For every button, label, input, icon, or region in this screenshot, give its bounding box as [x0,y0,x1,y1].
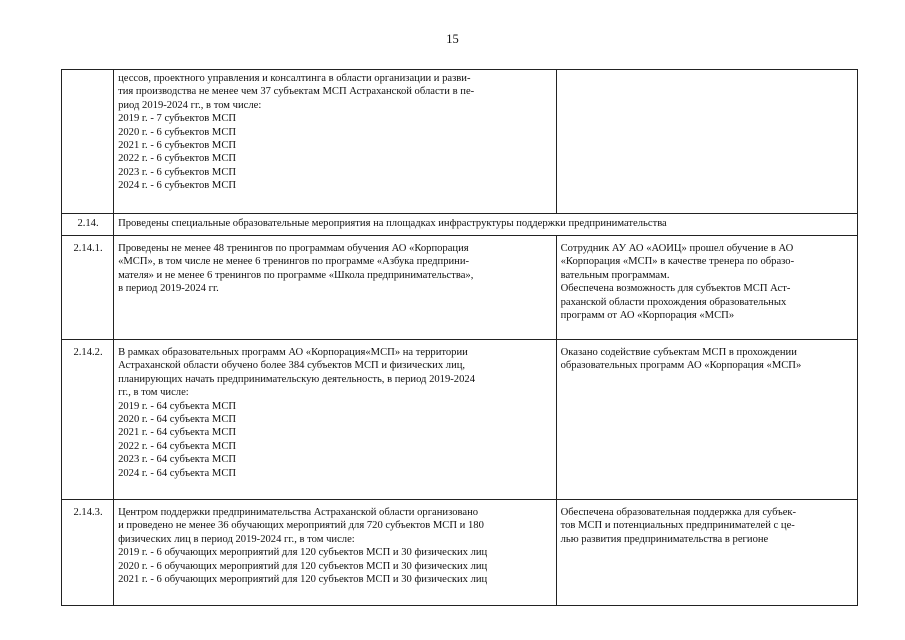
activity-line: В рамках образовательных программ АО «Корпорация«МСП» на территории [118,347,468,358]
page-number: 15 [446,32,459,46]
activity-cell [114,236,557,340]
row-number-cell: 2.14.2. [62,340,114,500]
table-row [62,70,858,214]
activity-cell [114,500,557,606]
activity-line: Астраханской области обучено более 384 субъектов МСП и физических лиц, [118,360,466,372]
result-cell [556,70,857,214]
measures-table [61,69,858,606]
activity-line: Проведены не менее 48 тренингов по программам обучения АО «Корпорация [118,243,469,254]
result-line: лью развития предпринимательства в регионе [560,533,769,545]
result-cell [556,236,857,340]
section-heading-text: Проведены специальные образовательные мероприятия на площадках инфраструктуры поддержки предпринимательства [118,218,667,229]
result-line: «Корпорация «МСП» в качестве тренера по образо- [560,256,795,268]
activity-line: физических лиц в период 2019-2024 гг., в том числе: [118,533,355,545]
result-line: вательным программам. [560,269,670,281]
table-row [62,500,858,606]
activity-line: 2020 г. - 6 обучающих мероприятий для 120 субъектов МСП и 30 физических лиц [118,560,488,572]
table-row [62,340,858,500]
activity-line: «МСП», в том числе не менее 6 тренингов по программе «Азбука предприни- [118,256,470,268]
activity-cell [114,70,557,214]
activity-line: 2019 г. - 6 обучающих мероприятий для 120 субъектов МСП и 30 физических лиц [118,547,488,559]
activity-cell [114,340,557,500]
row-number-cell: 2.14. [62,214,114,236]
activity-line: 2022 г. - 6 субъектов МСП [118,153,237,165]
result-line: образовательных программ АО «Корпорация «МСП» [560,360,802,372]
activity-line: 2023 г. - 64 субъекта МСП [118,454,237,466]
result-line: Обеспечена возможность для субъектов МСП Аст- [560,283,791,295]
table-row [62,214,858,236]
activity-line: 2024 г. - 64 субъекта МСП [118,467,237,479]
activity-line: в период 2019-2024 гг. [118,283,219,295]
row-number-cell: 2.14.3. [62,500,114,606]
result-line: Сотрудник АУ АО «АОИЦ» прошел обучение в АО [560,243,794,254]
result-line: Обеспечена образовательная поддержка для субъек- [560,507,797,518]
result-line: раханской области прохождения образовательных [560,296,787,308]
activity-line: 2022 г. - 64 субъекта МСП [118,440,237,452]
result-line: программ от АО «Корпорация «МСП» [560,310,735,322]
activity-line: планирующих начать предпринимательскую деятельность, в период 2019-2024 [118,373,475,385]
activity-line: 2020 г. - 64 субъекта МСП [118,414,237,426]
activity-line: 2023 г. - 6 субъектов МСП [118,166,237,178]
activity-line: 2020 г. - 6 субъектов МСП [118,126,237,138]
result-cell [556,500,857,606]
activity-line: цессов, проектного управления и консалтинга в области организации и разви- [118,73,471,84]
row-number-cell [62,70,114,214]
activity-line: тия производства не менее чем 37 субъектам МСП Астраханской области в пе- [118,86,475,98]
activity-line: 2021 г. - 64 субъекта МСП [118,427,237,439]
activity-line: 2021 г. - 6 субъектов МСП [118,140,237,152]
activity-line: мателя» и не менее 6 тренингов по программе «Школа предпринимательства», [118,269,474,281]
activity-line: риод 2019-2024 гг., в том числе: [118,99,262,111]
activity-line: 2019 г. - 64 субъекта МСП [118,400,237,412]
result-line: Оказано содействие субъектам МСП в прохождении [560,347,797,358]
activity-line: Центром поддержки предпринимательства Астраханской области организовано [118,507,479,518]
result-line: тов МСП и потенциальных предпринимателей с це- [560,520,795,532]
result-cell [556,340,857,500]
activity-line: и проведено не менее 36 обучающих мероприятий для 720 субъектов МСП и 180 [118,520,484,532]
activity-line: 2021 г. - 6 обучающих мероприятий для 120 субъектов МСП и 30 физических лиц [118,574,488,586]
section-heading-cell [114,214,858,236]
activity-line: 2024 г. - 6 субъектов МСП [118,180,237,192]
activity-line: гг., в том числе: [118,387,189,399]
row-number-cell: 2.14.1. [62,236,114,340]
activity-line: 2019 г. - 7 субъектов МСП [118,113,237,125]
table-row [62,236,858,340]
